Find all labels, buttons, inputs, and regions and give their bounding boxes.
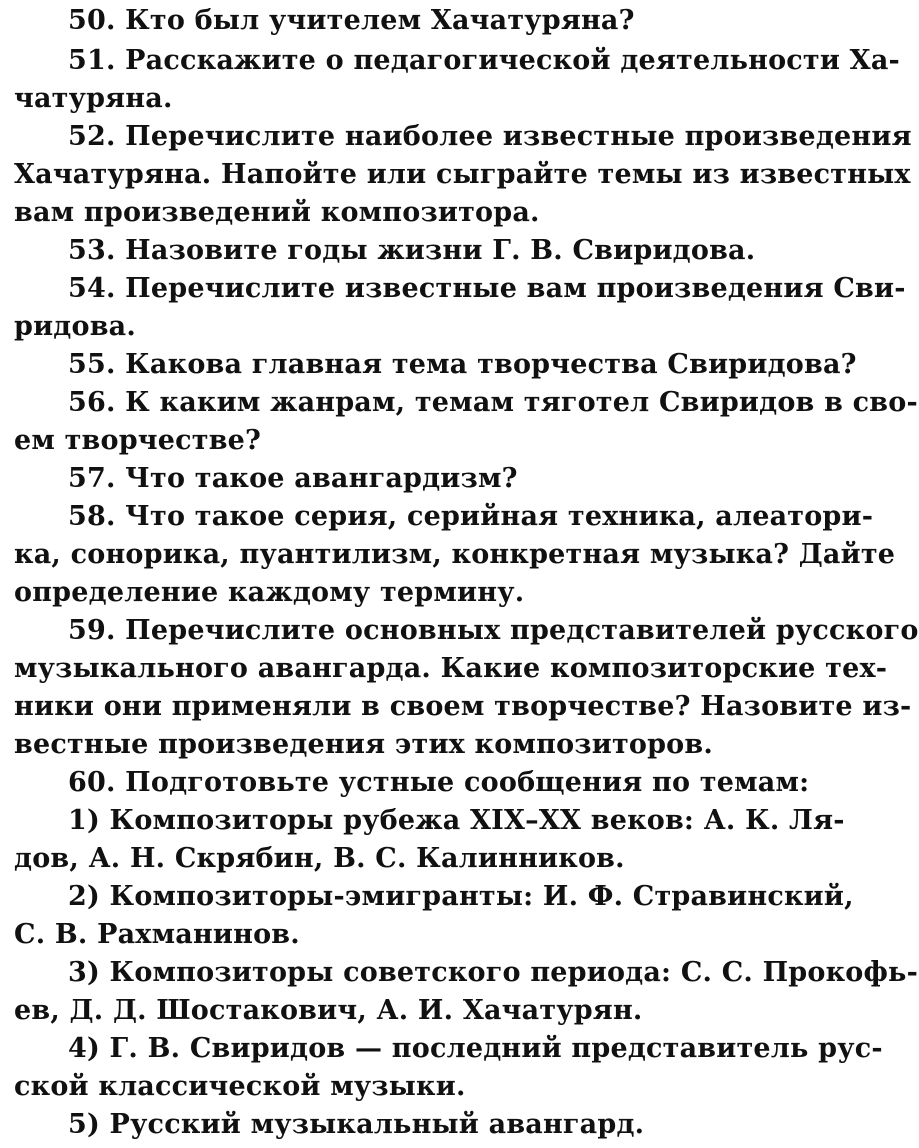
topic-3-cont: ев, Д. Д. Шостакович, А. И. Хачатурян. xyxy=(14,995,643,1026)
question-52-cont: вам произведений композитора. xyxy=(14,197,540,228)
question-58-cont: определение каждому термину. xyxy=(14,577,525,608)
question-52-cont: Хачатуряна. Напойте или сыграйте темы из известных xyxy=(14,159,911,190)
question-58-cont: ка, сонорика, пуантилизм, конкретная музыка? Дайте xyxy=(14,539,896,570)
question-57: 57. Что такое авангардизм? xyxy=(68,463,518,494)
question-54-cont: ридова. xyxy=(14,311,136,342)
topic-2: 2) Композиторы-эмигранты: И. Ф. Стравинский, xyxy=(68,881,854,912)
question-53: 53. Назовите годы жизни Г. В. Свиридова. xyxy=(68,235,756,266)
topic-3: 3) Композиторы советского периода: С. С. Прокофь- xyxy=(68,957,918,988)
topic-4-cont: ской классической музыки. xyxy=(14,1071,466,1102)
topic-2-cont: С. В. Рахманинов. xyxy=(14,919,300,950)
topic-1: 1) Композиторы рубежа XIX–XX веков: А. К. Ля- xyxy=(68,805,845,836)
question-51: 51. Расскажите о педагогической деятельности Ха- xyxy=(68,45,900,76)
question-59: 59. Перечислите основных представителей русского xyxy=(68,615,919,646)
question-60: 60. Подготовьте устные сообщения по темам: xyxy=(68,767,810,798)
question-59-cont: музыкального авангарда. Какие композиторские тех- xyxy=(14,653,888,684)
question-55: 55. Какова главная тема творчества Свиридова? xyxy=(68,349,857,380)
question-52: 52. Перечислите наиболее известные произведения xyxy=(68,121,912,152)
question-56: 56. К каким жанрам, темам тяготел Свиридов в сво- xyxy=(68,387,918,418)
question-58: 58. Что такое серия, серийная техника, алеатори- xyxy=(68,501,874,532)
topic-1-cont: дов, А. Н. Скрябин, В. С. Калинников. xyxy=(14,843,625,874)
question-59-cont: ники они применяли в своем творчестве? Назовите из- xyxy=(14,691,912,722)
topic-4: 4) Г. В. Свиридов — последний представитель рус- xyxy=(68,1033,883,1064)
question-54: 54. Перечислите известные вам произведения Сви- xyxy=(68,273,906,304)
question-51-cont: чатуряна. xyxy=(14,83,173,114)
topic-5: 5) Русский музыкальный авангард. xyxy=(68,1109,645,1140)
question-56-cont: ем творчестве? xyxy=(14,425,262,456)
question-59-cont: вестные произведения этих композиторов. xyxy=(14,729,713,760)
question-50: 50. Кто был учителем Хачатуряна? xyxy=(68,5,635,36)
